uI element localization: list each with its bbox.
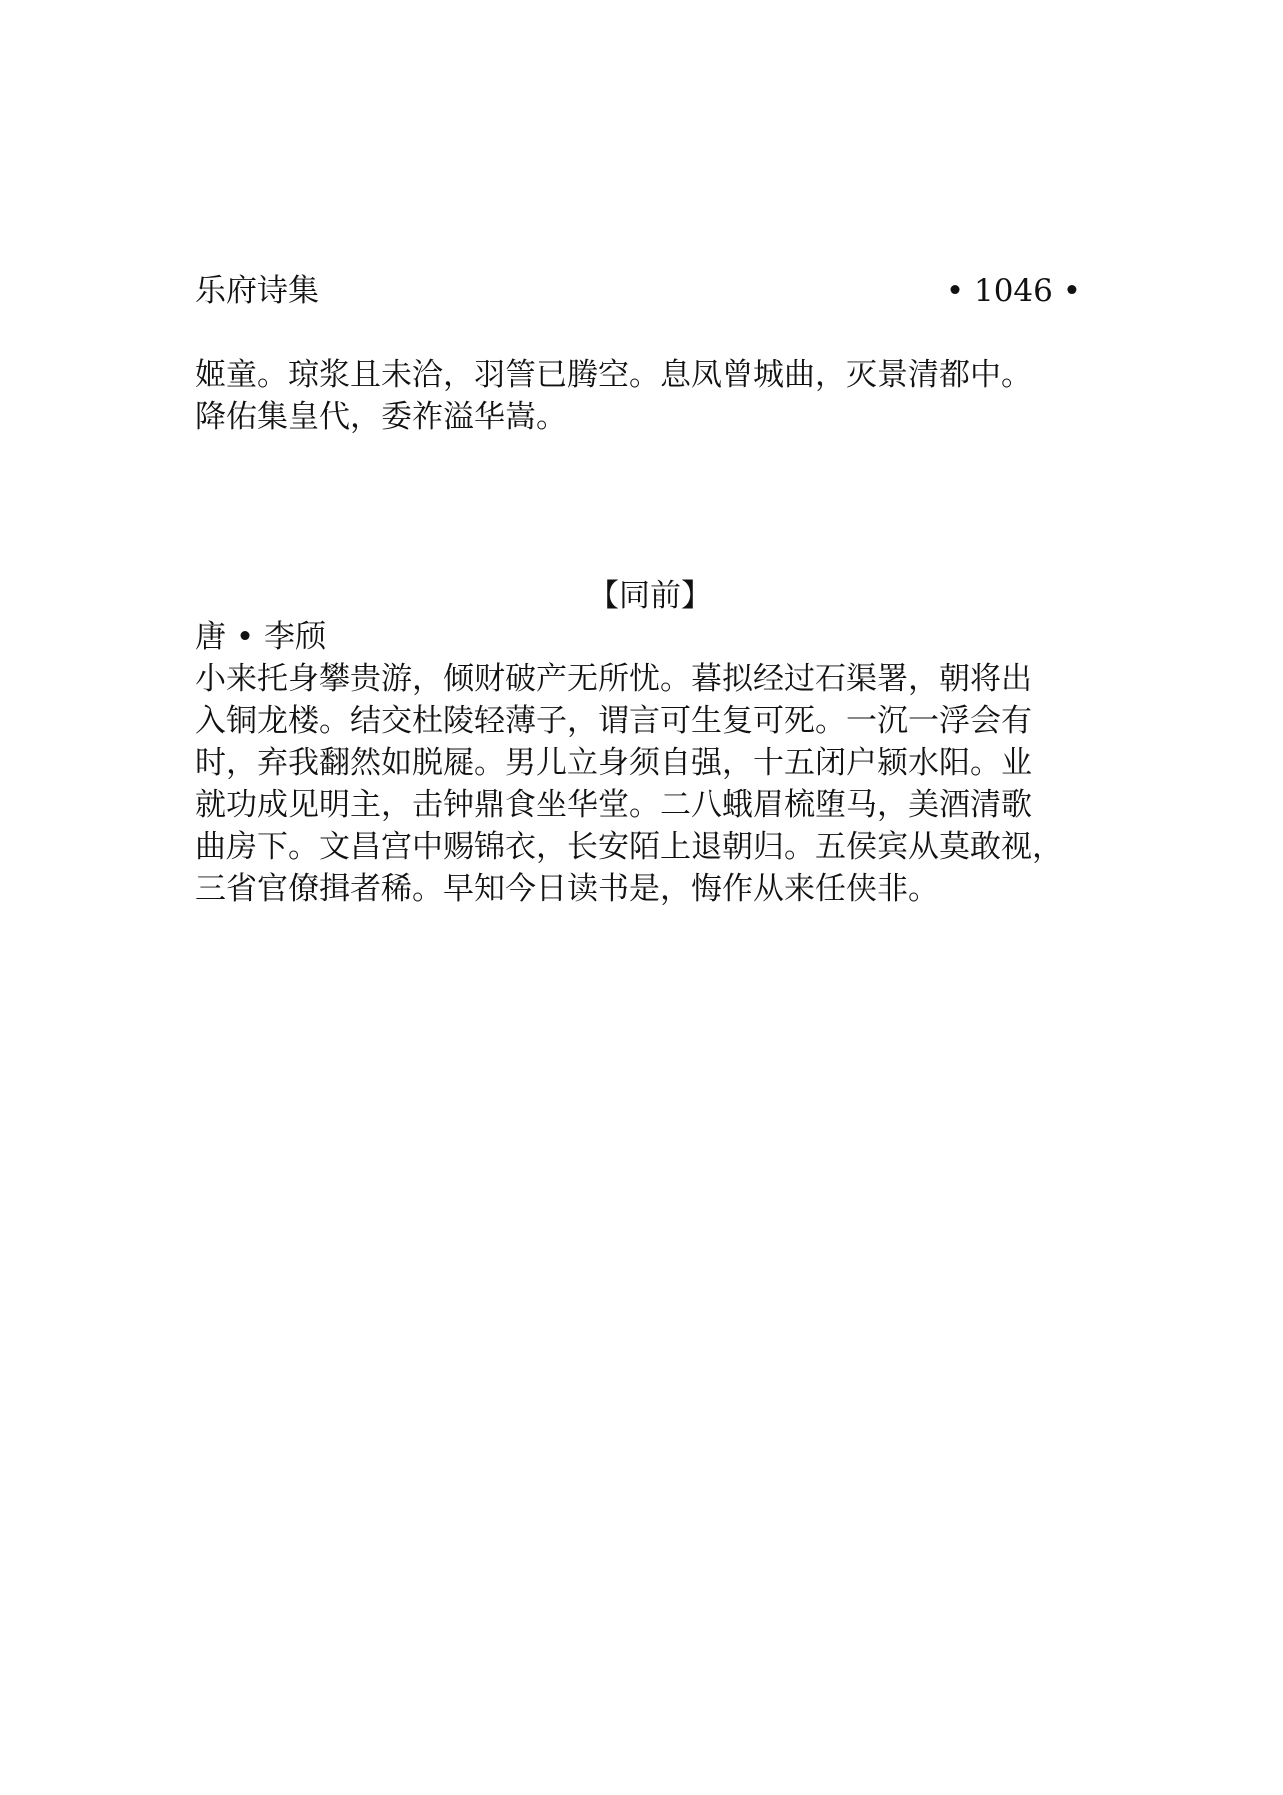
text-line: 姬童。琼浆且未洽，羽䇾已腾空。息凤曾城曲，灭景清都中。	[195, 357, 1032, 393]
text-line: 入铜龙楼。结交杜陵轻薄子，谓言可生复可死。一沉一浮会有	[195, 703, 1032, 739]
text-line: 降佑集皇代，委祚溢华嵩。	[195, 399, 567, 435]
text-line: 曲房下。文昌宫中赐锦衣，长安陌上退朝归。五侯宾从莫敢视，	[195, 829, 1063, 865]
book-title: 乐府诗集	[195, 273, 319, 309]
text-line: 时，弃我翻然如脱屣。男儿立身须自强，十五闭户颍水阳。业	[195, 745, 1032, 781]
poem-title: 【同前】	[588, 578, 712, 614]
text-line: 三省官僚揖者稀。早知今日读书是，悔作从来任侠非。	[195, 871, 939, 907]
poem-author: 唐 • 李颀	[195, 619, 326, 655]
text-line: 就功成见明主，击钟鼎食坐华堂。二八蛾眉梳堕马，美酒清歌	[195, 787, 1032, 823]
page-number: • 1046 •	[945, 273, 1081, 309]
poem-body	[195, 658, 1105, 910]
previous-poem-ending	[195, 354, 1105, 438]
text-line: 小来托身攀贵游，倾财破产无所忧。暮拟经过石渠署，朝将出	[195, 661, 1032, 697]
